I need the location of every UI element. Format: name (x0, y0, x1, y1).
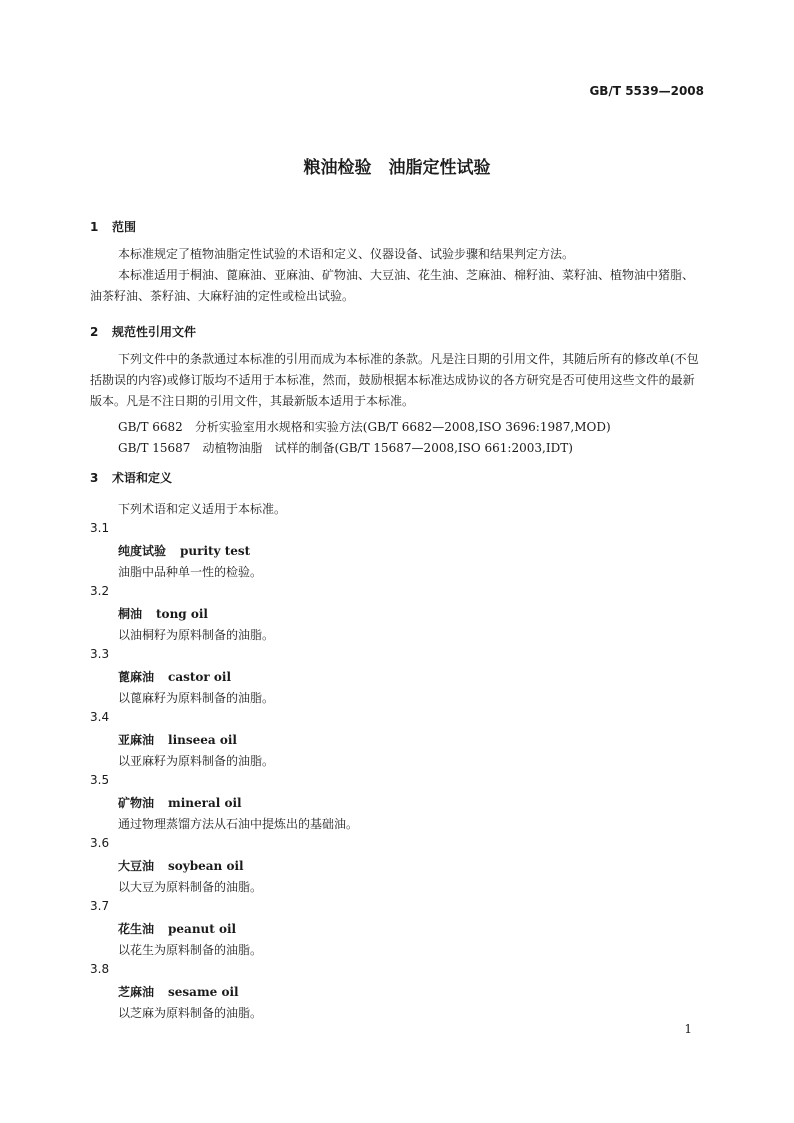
section-title: 规范性引用文件 (112, 325, 197, 339)
term-number: 3.8 (90, 962, 110, 976)
term-definition: 油脂中品种单一性的检验。 (118, 565, 263, 579)
term-number: 3.6 (90, 836, 110, 850)
term-name-zh: 蓖麻油 (118, 670, 155, 684)
terms-intro: 下列术语和定义适用于本标准。 (118, 502, 287, 516)
term-heading (118, 983, 239, 1000)
scope-paragraph-2: 本标准适用于桐油、蓖麻油、亚麻油、矿物油、大豆油、花生油、芝麻油、棉籽油、菜籽油、植物油中猪脂、油茶籽油、茶籽油、大麻籽油的定性或检出试验。 (90, 268, 695, 303)
scope-paragraph-1: 本标准规定了植物油脂定性试验的术语和定义、仪器设备、试验步骤和结果判定方法。 (118, 247, 575, 261)
term-number: 3.3 (90, 647, 110, 661)
section-number: 3 (90, 471, 99, 485)
reference-item: GB/T 15687 动植物油脂 试样的制备(GB/T 15687—2008,ISO 661:2003,IDT) (118, 441, 573, 455)
term-number: 3.4 (90, 710, 110, 724)
term-name-en: soybean oil (168, 859, 244, 873)
term-definition: 以亚麻籽为原料制备的油脂。 (118, 754, 275, 768)
page-number: 1 (684, 1022, 692, 1036)
term-number: 3.1 (90, 521, 110, 535)
term-name-zh: 桐油 (118, 607, 143, 621)
term-name-zh: 花生油 (118, 922, 155, 936)
term-name-en: linseea oil (168, 733, 237, 747)
references-intro: 下列文件中的条款通过本标准的引用而成为本标准的条款。凡是注日期的引用文件，其随后所有的修改单(不包括勘误的内容)或修订版均不适用于本标准，然而，鼓励根据本标准达成协议的各方研究是否可使用这些文件的最新版本。凡是不注日期的引用文件，其最新版本适用于本标准。 (90, 352, 699, 408)
document-title: 粮油检验 油脂定性试验 (303, 158, 491, 178)
term-name-zh: 芝麻油 (118, 985, 155, 999)
term-name-zh: 大豆油 (118, 859, 155, 873)
term-heading (118, 794, 242, 811)
term-heading (118, 542, 250, 559)
section-heading-scope (90, 218, 136, 235)
reference-item: GB/T 6682 分析实验室用水规格和实验方法(GB/T 6682—2008,ISO 3696:1987,MOD) (118, 420, 611, 434)
term-heading (118, 731, 237, 748)
term-name-en: purity test (180, 544, 251, 558)
term-name-zh: 纯度试验 (118, 544, 167, 558)
term-heading (118, 605, 208, 622)
term-definition: 以大豆为原料制备的油脂。 (118, 880, 263, 894)
section-heading-terms (90, 469, 172, 486)
term-name-en: sesame oil (168, 985, 239, 999)
term-number: 3.7 (90, 899, 110, 913)
term-heading (118, 668, 231, 685)
term-name-zh: 亚麻油 (118, 733, 155, 747)
section-heading-references (90, 323, 196, 340)
term-name-en: tong oil (156, 607, 208, 621)
section-number: 1 (90, 220, 99, 234)
section-number: 2 (90, 325, 99, 339)
term-definition: 以蓖麻籽为原料制备的油脂。 (118, 691, 275, 705)
term-heading (118, 920, 236, 937)
section-title: 术语和定义 (112, 471, 173, 485)
term-number: 3.5 (90, 773, 110, 787)
section-title: 范围 (112, 220, 137, 234)
term-name-zh: 矿物油 (118, 796, 155, 810)
term-heading (118, 857, 244, 874)
term-number: 3.2 (90, 584, 110, 598)
term-definition: 以油桐籽为原料制备的油脂。 (118, 628, 275, 642)
term-definition: 以芝麻为原料制备的油脂。 (118, 1006, 263, 1020)
term-definition: 以花生为原料制备的油脂。 (118, 943, 263, 957)
standard-number: GB/T 5539—2008 (589, 84, 704, 98)
term-name-en: castor oil (168, 670, 232, 684)
term-name-en: peanut oil (168, 922, 237, 936)
term-definition: 通过物理蒸馏方法从石油中提炼出的基础油。 (118, 817, 359, 831)
term-name-en: mineral oil (168, 796, 242, 810)
